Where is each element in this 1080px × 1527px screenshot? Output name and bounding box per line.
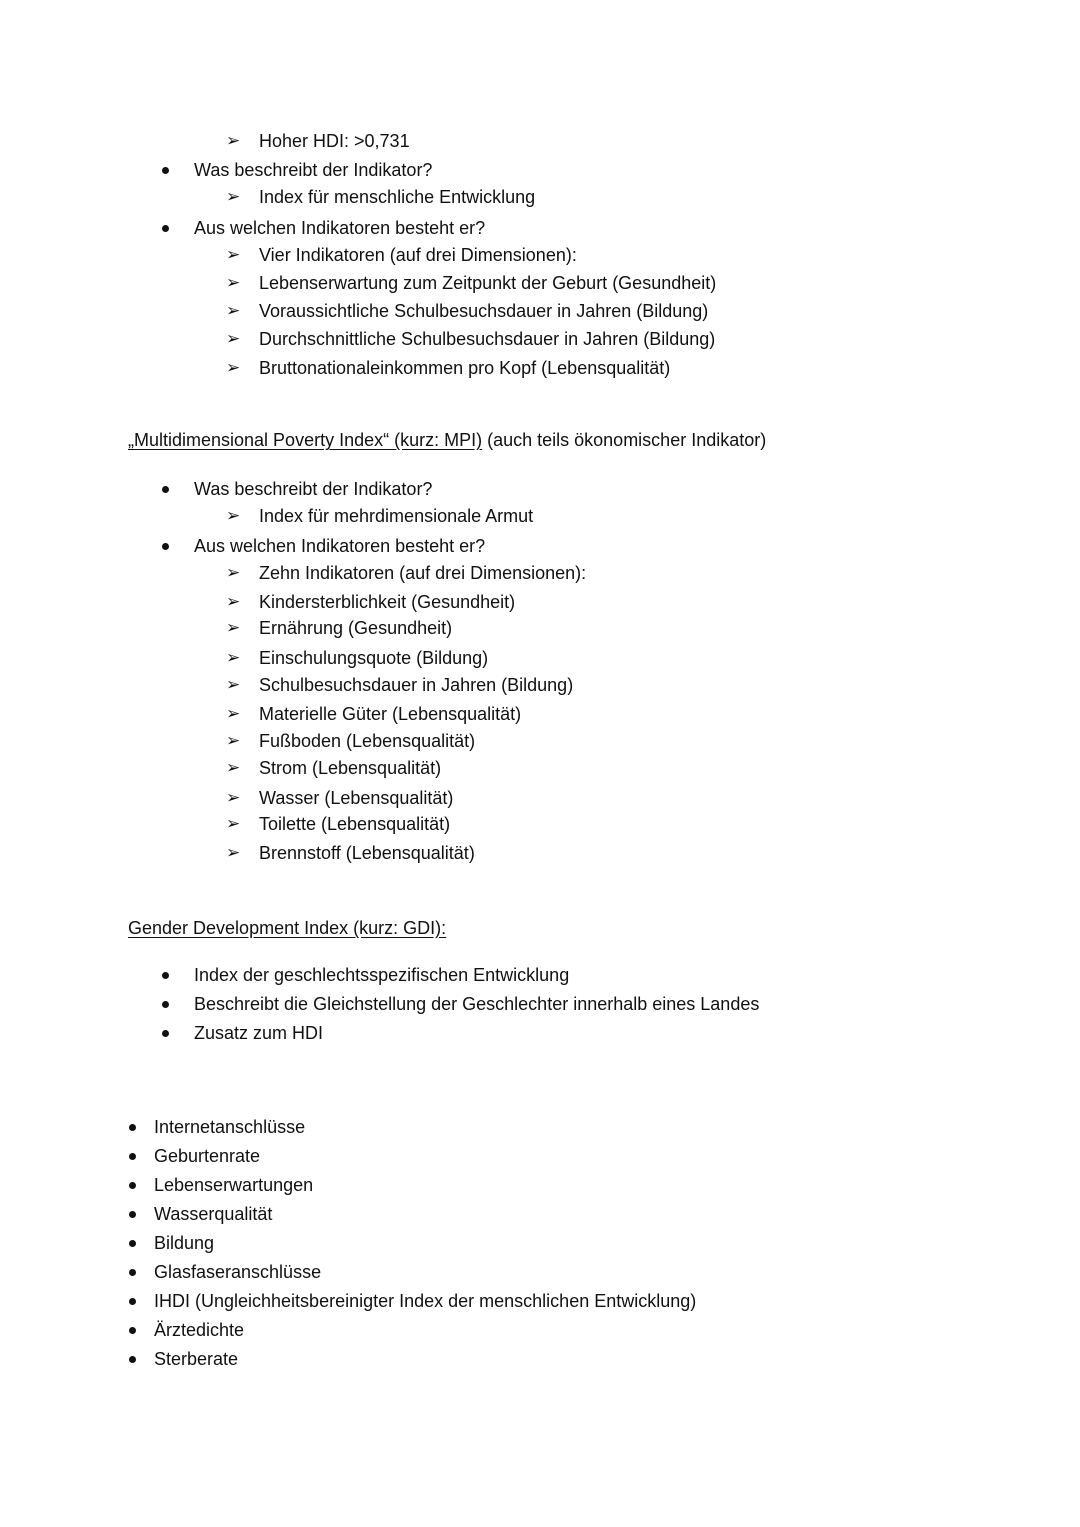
arrow-bullet-icon: ➢	[226, 273, 241, 292]
bullet-dot	[162, 486, 169, 493]
arrow-bullet-icon: ➢	[226, 758, 241, 777]
bullet-dot	[129, 1298, 136, 1305]
bullet-dot	[162, 1030, 169, 1037]
mpi-component-item: Einschulungsquote (Bildung)	[259, 648, 489, 668]
arrow-bullet-icon: ➢	[226, 788, 241, 807]
mpi-component-item: Kindersterblichkeit (Gesundheit)	[259, 592, 516, 612]
mpi-component-item: Strom (Lebensqualität)	[259, 758, 442, 778]
arrow-bullet-icon: ➢	[226, 814, 241, 833]
arrow-bullet-icon: ➢	[226, 843, 241, 862]
arrow-bullet-icon: ➢	[226, 131, 241, 150]
mpi-heading-note: (auch teils ökonomischer Indikator)	[482, 430, 767, 450]
bullet-dot	[162, 543, 169, 550]
hdi-level-item: Hoher HDI: >0,731	[259, 131, 410, 151]
arrow-bullet-icon: ➢	[226, 187, 241, 206]
indicator-list-item: Wasserqualität	[154, 1204, 273, 1224]
arrow-bullet-icon: ➢	[226, 506, 241, 525]
bullet-dot	[129, 1240, 136, 1247]
hdi-component-item: Durchschnittliche Schulbesuchsdauer in Jahren (Bildung)	[259, 329, 716, 349]
hdi-component-item: Lebenserwartung zum Zeitpunkt der Geburt (Gesundheit)	[259, 273, 717, 293]
arrow-bullet-icon: ➢	[226, 618, 241, 637]
bullet-dot	[129, 1269, 136, 1276]
gdi-heading: Gender Development Index (kurz: GDI):	[128, 918, 447, 938]
bullet-dot	[129, 1182, 136, 1189]
bullet-dot	[162, 1001, 169, 1008]
mpi-component-item: Wasser (Lebensqualität)	[259, 788, 454, 808]
arrow-bullet-icon: ➢	[226, 329, 241, 348]
arrow-bullet-icon: ➢	[226, 358, 241, 377]
mpi-component-item: Toilette (Lebensqualität)	[259, 814, 451, 834]
bullet-dot	[162, 972, 169, 979]
gdi-item: Zusatz zum HDI	[194, 1023, 324, 1043]
arrow-bullet-icon: ➢	[226, 675, 241, 694]
gdi-item: Index der geschlechtsspezifischen Entwicklung	[194, 965, 570, 985]
arrow-bullet-icon: ➢	[226, 563, 241, 582]
mpi-heading-title: „Multidimensional Poverty Index“ (kurz: MPI)	[128, 430, 483, 450]
arrow-bullet-icon: ➢	[226, 301, 241, 320]
hdi-component-item: Bruttonationaleinkommen pro Kopf (Lebensqualität)	[259, 358, 671, 378]
bullet-dot	[162, 225, 169, 232]
hdi-question-components: Aus welchen Indikatoren besteht er?	[194, 218, 486, 238]
arrow-bullet-icon: ➢	[226, 731, 241, 750]
mpi-component-item: Materielle Güter (Lebensqualität)	[259, 704, 522, 724]
arrow-bullet-icon: ➢	[226, 245, 241, 264]
mpi-component-item: Ernährung (Gesundheit)	[259, 618, 453, 638]
hdi-component-item: Vier Indikatoren (auf drei Dimensionen):	[259, 245, 577, 265]
mpi-component-item: Fußboden (Lebensqualität)	[259, 731, 476, 751]
bullet-dot	[129, 1124, 136, 1131]
indicator-list-item: IHDI (Ungleichheitsbereinigter Index der menschlichen Entwicklung)	[154, 1291, 697, 1311]
bullet-dot	[129, 1356, 136, 1363]
indicator-list-item: Ärztedichte	[154, 1320, 245, 1340]
indicator-list-item: Sterberate	[154, 1349, 239, 1369]
arrow-bullet-icon: ➢	[226, 704, 241, 723]
indicator-list-item: Lebenserwartungen	[154, 1175, 314, 1195]
bullet-dot	[162, 167, 169, 174]
hdi-component-item: Voraussichtliche Schulbesuchsdauer in Jahren (Bildung)	[259, 301, 709, 321]
indicator-list-item: Glasfaseranschlüsse	[154, 1262, 322, 1282]
mpi-description-answer: Index für mehrdimensionale Armut	[259, 506, 534, 526]
hdi-question-description: Was beschreibt der Indikator?	[194, 160, 433, 180]
indicator-list-item: Bildung	[154, 1233, 215, 1253]
bullet-dot	[129, 1211, 136, 1218]
gdi-item: Beschreibt die Gleichstellung der Geschlechter innerhalb eines Landes	[194, 994, 760, 1014]
bullet-dot	[129, 1153, 136, 1160]
mpi-heading	[128, 426, 766, 454]
mpi-question-components: Aus welchen Indikatoren besteht er?	[194, 536, 486, 556]
indicator-list-item: Geburtenrate	[154, 1146, 261, 1166]
arrow-bullet-icon: ➢	[226, 592, 241, 611]
mpi-component-item: Zehn Indikatoren (auf drei Dimensionen):	[259, 563, 587, 583]
indicator-list-item: Internetanschlüsse	[154, 1117, 306, 1137]
arrow-bullet-icon: ➢	[226, 648, 241, 667]
mpi-component-item: Schulbesuchsdauer in Jahren (Bildung)	[259, 675, 574, 695]
mpi-component-item: Brennstoff (Lebensqualität)	[259, 843, 475, 863]
hdi-description-answer: Index für menschliche Entwicklung	[259, 187, 536, 207]
bullet-dot	[129, 1327, 136, 1334]
mpi-question-description: Was beschreibt der Indikator?	[194, 479, 433, 499]
